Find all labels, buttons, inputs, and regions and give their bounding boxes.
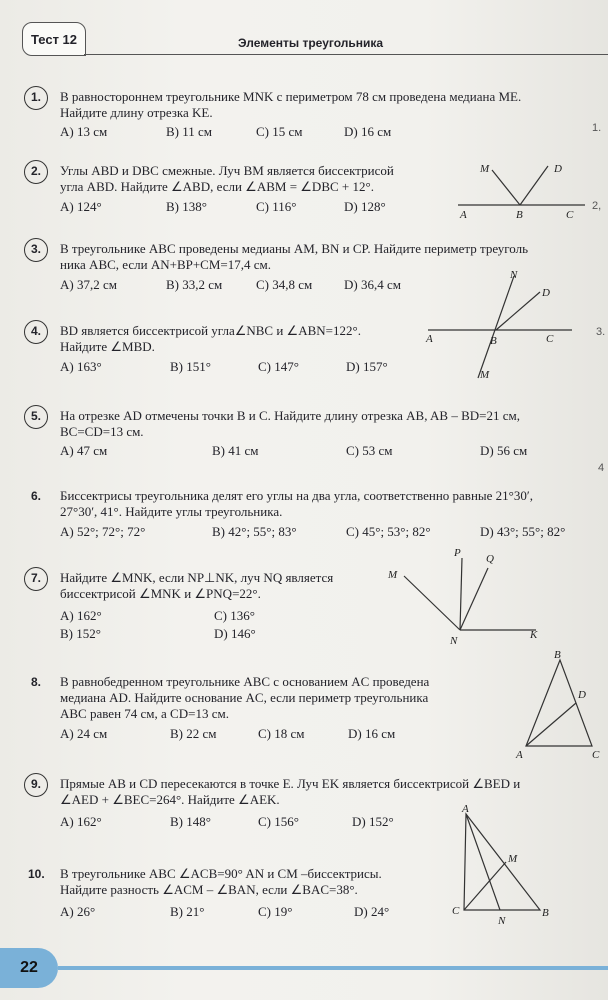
label-c: C: [452, 905, 460, 917]
option-d[interactable]: D) 36,4 см: [344, 277, 401, 292]
option-c[interactable]: С) 18 см: [258, 726, 305, 741]
option-c[interactable]: С) 147°: [258, 359, 299, 374]
label-a: A: [426, 333, 433, 345]
question-text: Прямые AB и CD пересекаются в точке E. Луч EK является биссектрисой ∠BED и ∠AED + ∠BEC=264°. Найдите ∠AEK.: [60, 776, 521, 807]
option-b[interactable]: В) 41 см: [212, 443, 259, 458]
label-d: D: [578, 689, 586, 701]
label-n: N: [498, 915, 506, 927]
side-mark: 2,: [592, 200, 602, 212]
option-a[interactable]: А) 162°: [60, 814, 102, 829]
option-a[interactable]: А) 13 см: [60, 124, 108, 139]
question-number: 8.: [30, 675, 41, 689]
option-b[interactable]: В) 21°: [170, 904, 205, 919]
label-b: B: [554, 649, 561, 661]
label-m: M: [480, 163, 490, 175]
option-b[interactable]: В) 138°: [166, 199, 207, 214]
question-text: В треугольнике ABC проведены медианы AM, BN и CP. Найдите периметр треуголь ника ABC, если AN+BP+CM=17,4 см.: [60, 241, 529, 272]
figure-q2: [450, 158, 590, 220]
page-title: Элементы треугольника: [238, 36, 384, 50]
figure-q7: [384, 544, 554, 648]
question-number: 1.: [30, 90, 41, 104]
option-d[interactable]: D) 152°: [352, 814, 394, 829]
option-b[interactable]: В) 33,2 см: [166, 277, 223, 292]
option-d[interactable]: D) 157°: [346, 359, 388, 374]
question-text: Биссектрисы треугольника делят его углы на два угла, соответственно равные 21°30′, 27°30′, 41°. Найдите углы треугольника.: [60, 488, 533, 519]
question-number: 9.: [30, 777, 41, 791]
label-b: B: [490, 335, 497, 347]
option-c[interactable]: С) 34,8 см: [256, 277, 313, 292]
option-d[interactable]: D) 56 см: [480, 443, 528, 458]
option-c[interactable]: С) 15 см: [256, 124, 303, 139]
option-d[interactable]: D) 16 см: [348, 726, 396, 741]
question-text: Найдите ∠MNK, если NP⊥NK, луч NQ является биссектрисой ∠MNK и ∠PNQ=22°.: [60, 570, 334, 601]
option-a[interactable]: А) 52°; 72°; 72°: [60, 524, 146, 539]
label-b: B: [542, 907, 549, 919]
option-d[interactable]: D) 128°: [344, 199, 386, 214]
option-b[interactable]: В) 22 см: [170, 726, 217, 741]
side-mark: 1.: [592, 122, 602, 134]
option-a[interactable]: А) 163°: [60, 359, 102, 374]
question-number: 10.: [28, 867, 45, 881]
label-q: Q: [486, 553, 494, 565]
option-a[interactable]: А) 162°: [60, 608, 102, 623]
test-label: Тест 12: [22, 22, 86, 56]
figure-q4: [420, 266, 580, 384]
option-a[interactable]: А) 37,2 см: [60, 277, 117, 292]
question-number: 6.: [30, 489, 41, 503]
label-k: K: [530, 629, 538, 641]
question-text: В равнобедренном треугольнике ABC с основанием AC проведена медиана AD. Найдите основание AC, если периметр треугольника ABC равен 74 см, а CD=13 см.: [60, 674, 430, 721]
question-text: BD является биссектрисой угла∠NBC и ∠ABN=122°. Найдите ∠MBD.: [60, 323, 361, 354]
option-c[interactable]: С) 156°: [258, 814, 299, 829]
option-c[interactable]: С) 45°; 53°; 82°: [346, 524, 431, 539]
option-d[interactable]: D) 24°: [354, 904, 390, 919]
question-number: 2.: [30, 164, 41, 178]
option-c[interactable]: С) 53 см: [346, 443, 393, 458]
option-d[interactable]: D) 43°; 55°; 82°: [480, 524, 566, 539]
label-c: C: [546, 333, 554, 345]
label-a: A: [462, 804, 469, 815]
label-c: C: [592, 749, 600, 760]
option-d[interactable]: D) 146°: [214, 626, 256, 641]
question-text: На отрезке AD отмечены точки B и C. Найдите длину отрезка AB, AB – BD=21 см, BC=CD=13 см.: [60, 408, 520, 439]
question-number: 5.: [30, 409, 41, 423]
option-a[interactable]: А) 124°: [60, 199, 102, 214]
option-b[interactable]: В) 152°: [60, 626, 101, 641]
side-mark: 3.: [596, 326, 606, 338]
option-c[interactable]: С) 116°: [256, 199, 297, 214]
option-a[interactable]: А) 26°: [60, 904, 96, 919]
question-text: В треугольнике ABC ∠ACB=90° AN и CM –биссектрисы. Найдите разность ∠ACM – ∠BAN, если ∠BAC=38°.: [60, 866, 382, 897]
figure-q8: [510, 648, 606, 760]
figure-q10: [448, 804, 558, 928]
label-c: C: [566, 209, 574, 220]
label-m: M: [480, 369, 490, 381]
option-b[interactable]: В) 151°: [170, 359, 211, 374]
footer-bar: [58, 966, 608, 970]
option-b[interactable]: В) 42°; 55°; 83°: [212, 524, 297, 539]
option-c[interactable]: С) 19°: [258, 904, 293, 919]
label-a: A: [460, 209, 467, 220]
label-d: D: [542, 287, 550, 299]
question-number: 4.: [30, 324, 41, 338]
label-b: B: [516, 209, 523, 220]
option-c[interactable]: С) 136°: [214, 608, 255, 623]
label-d: D: [554, 163, 562, 175]
question-number: 3.: [30, 242, 41, 256]
label-a: A: [516, 749, 523, 760]
option-d[interactable]: D) 16 см: [344, 124, 392, 139]
option-a[interactable]: А) 24 см: [60, 726, 108, 741]
option-b[interactable]: В) 148°: [170, 814, 211, 829]
label-m: M: [388, 569, 398, 581]
page-number: 22: [0, 948, 58, 988]
question-text: В равностороннем треугольнике MNK с периметром 78 см проведена медиана МЕ. Найдите длину отрезка KE.: [60, 89, 522, 120]
question-text: Углы ABD и DBC смежные. Луч BM является биссектрисой угла ABD. Найдите ∠ABD, если ∠ABM = ∠DBC + 12°.: [60, 163, 394, 194]
label-p: P: [454, 547, 461, 559]
header-divider: [84, 54, 608, 55]
question-number: 7.: [30, 571, 41, 585]
label-n: N: [450, 635, 458, 647]
side-mark: 4: [598, 462, 605, 474]
label-n: N: [510, 269, 518, 281]
option-b[interactable]: В) 11 см: [166, 124, 213, 139]
label-m: M: [508, 853, 518, 865]
option-a[interactable]: А) 47 см: [60, 443, 108, 458]
